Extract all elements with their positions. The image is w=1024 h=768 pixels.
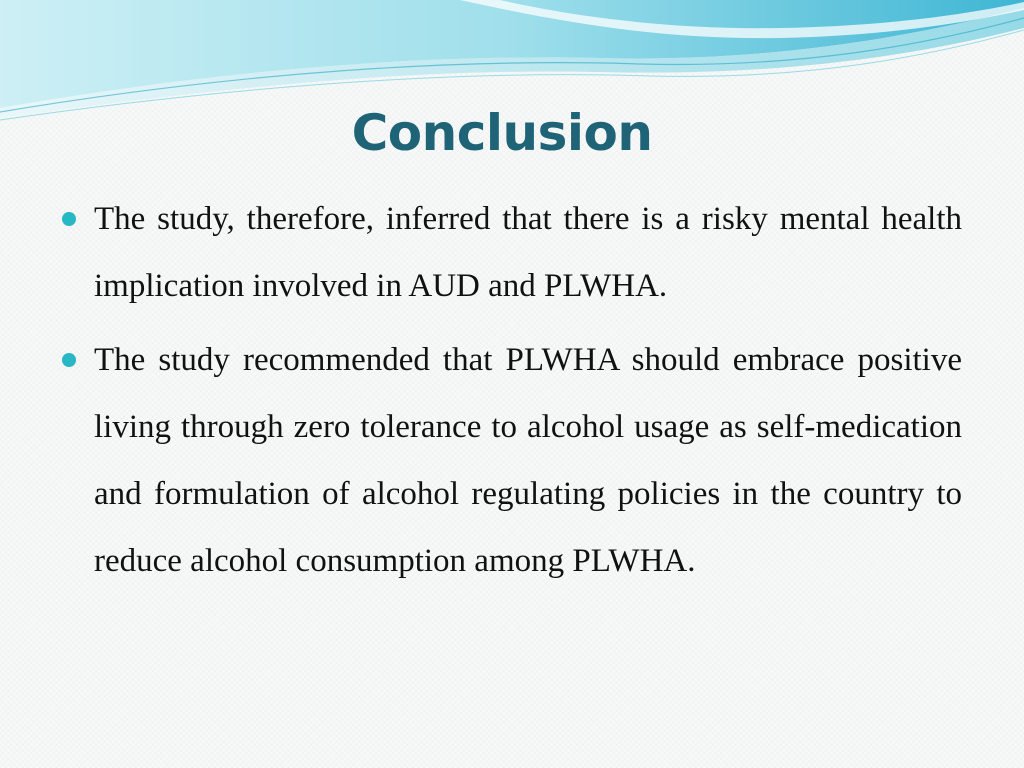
bullet-item	[94, 327, 962, 595]
bullet-list	[94, 186, 962, 602]
bullet-text: The study, therefore, inferred that there is a risky mental health implication involved in AUD and PLWHA.	[94, 201, 962, 304]
bullet-text: The study recommended that PLWHA should embrace positive living through zero tolerance to alcohol usage as self-medication and formulation of alcohol regulating policies in the country to reduce alcohol consumption among PLWHA.	[94, 342, 962, 579]
filled-circle-icon	[62, 353, 76, 367]
filled-circle-icon	[62, 212, 76, 226]
bullet-item	[94, 186, 962, 320]
slide-title: Conclusion	[351, 104, 653, 162]
